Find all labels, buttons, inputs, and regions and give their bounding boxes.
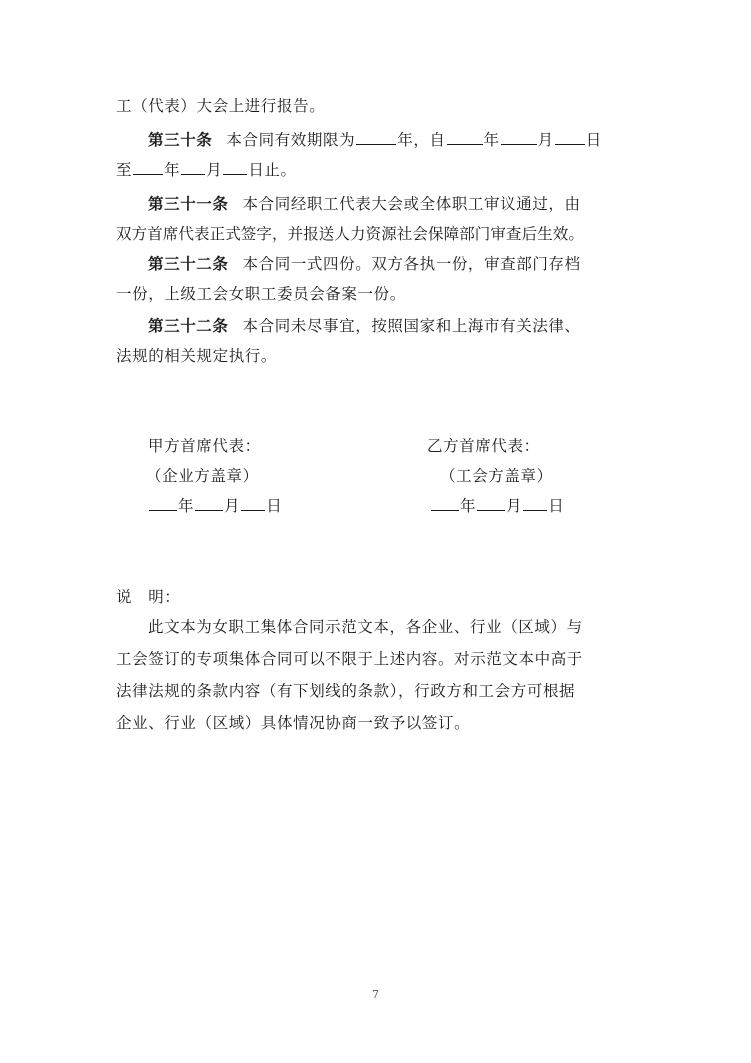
blank-underline [195,496,223,511]
blank-underline [431,496,459,511]
blank-underline [523,496,547,511]
article-32a-line-2 [116,284,646,304]
article-32b-line-2 [116,346,646,366]
text-run: 双方首席代表正式签字，并报送人力资源社会保障部门审查后生效。 [116,225,585,243]
text-run: 工（代表）大会上进行报告。 [116,97,326,115]
note-line-1: 此文本为女职工集体合同示范文本，各企业、行业（区域）与 [148,618,583,636]
article-31-line-1 [148,194,678,214]
text-run: 月 [206,161,223,179]
page-number: 7 [372,988,379,1001]
text-run: 本合同一式四份。双方各执一份，审查部门存档 [242,255,581,273]
party-b-title: 乙方首席代表： [427,437,540,455]
blank-underline [223,160,247,175]
blank-underline [241,496,265,511]
article-30-line-2 [116,160,646,180]
text-run: 日 [585,131,602,149]
text-run: 本合同有效期限为 [226,131,356,149]
text-run: 本合同经职工代表大会或全体职工审议通过，由 [242,195,581,213]
blank-underline [149,496,177,511]
article-31-line-2 [116,224,646,244]
note-line-4: 企业、行业（区域）具体情况协商一致予以签订。 [116,714,471,732]
article-label: 第三十条 [148,130,213,149]
article-label: 第三十一条 [148,194,229,213]
blank-underline [555,130,585,145]
party-b-date: 年 月 日 [430,496,564,516]
article-32a-line-1 [148,254,678,274]
text-run: 一份，上级工会女职工委员会备案一份。 [116,285,406,303]
blank-underline [477,496,505,511]
blank-underline [181,160,205,175]
blank-underline [447,130,483,145]
article-label: 第三十二条 [148,316,229,335]
text-run: 年 [483,131,500,149]
note-heading: 说 明： [116,588,181,606]
note-line-2: 工会签订的专项集体合同可以不限于上述内容。对示范文本中高于 [116,650,583,668]
text-run: 法规的相关规定执行。 [116,347,278,365]
note-line-3: 法律法规的条款内容（有下划线的条款），行政方和工会方可根据 [116,682,576,700]
blank-underline [133,160,163,175]
text-run: 至 [116,161,133,179]
article-label: 第三十二条 [148,254,229,273]
article-32b-line-1 [148,316,678,336]
blank-underline [356,130,396,145]
article-30-line-1 [148,130,678,150]
paragraph-line [116,96,646,116]
party-a-date: 年 月 日 [148,496,282,516]
text-run: 年 [164,161,181,179]
blank-underline [501,130,537,145]
party-a-title: 甲方首席代表： [148,437,261,455]
party-a-seal: （企业方盖章） [146,467,259,485]
text-run: 月 [537,131,554,149]
text-run: 本合同未尽事宜，按照国家和上海市有关法律、 [242,317,581,335]
party-b-seal: （工会方盖章） [440,467,553,485]
text-run: 年，自 [397,131,446,149]
text-run: 日止。 [248,161,297,179]
